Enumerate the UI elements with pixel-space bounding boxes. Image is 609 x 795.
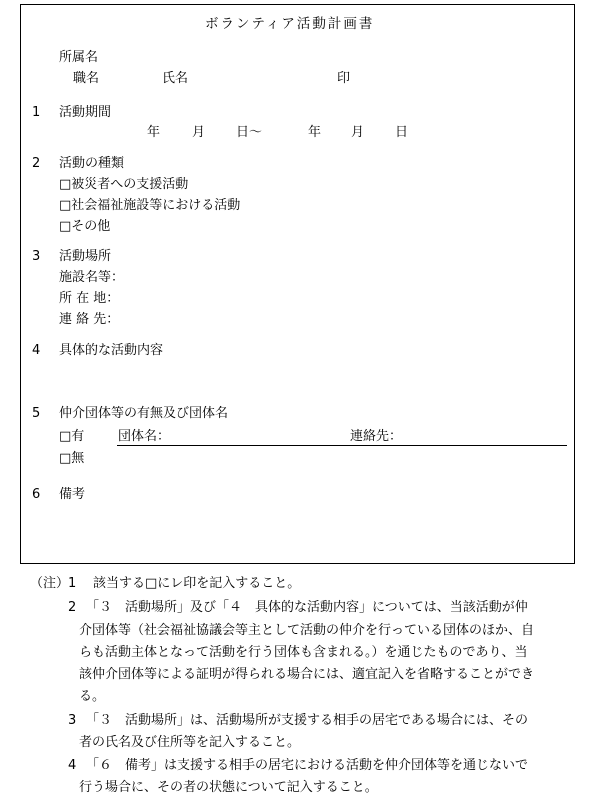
section-2-number: 2 bbox=[32, 156, 41, 171]
position-label: 職名 bbox=[73, 71, 100, 86]
org-name-label: 団体名： bbox=[118, 429, 171, 444]
address-label: 所 在 地： bbox=[59, 291, 120, 306]
section-5-number: 5 bbox=[32, 406, 41, 421]
note-2-line-1: 「３ 活動場所」及び「４ 具体的な活動内容」については、当該活動が仲 bbox=[86, 600, 528, 615]
intermediary-no-checkbox[interactable]: □無 bbox=[59, 451, 85, 466]
form-title: ボランティア活動計画書 bbox=[205, 16, 375, 32]
section-6-number: 6 bbox=[32, 487, 41, 502]
note-2-number: 2 bbox=[68, 600, 77, 615]
note-4-number: 4 bbox=[68, 758, 77, 773]
name-label: 氏名 bbox=[162, 71, 189, 86]
seal-label: 印 bbox=[337, 71, 351, 86]
activity-type-other-checkbox[interactable]: □その他 bbox=[59, 219, 111, 234]
start-day-label: 日～ bbox=[236, 125, 263, 140]
activity-type-welfare-checkbox[interactable]: □社会福祉施設等における活動 bbox=[59, 198, 241, 213]
note-4-line-1: 「６ 備考」は支援する相手の居宅における活動を仲介団体等を通じないで bbox=[86, 758, 529, 773]
section-2-heading: 活動の種類 bbox=[59, 156, 125, 171]
note-2-line-4: 該仲介団体等による証明が得られる場合には、適宜記入を省略することができ bbox=[79, 667, 535, 682]
start-month-label: 月 bbox=[192, 125, 206, 140]
end-year-label: 年 bbox=[308, 125, 322, 140]
notes-prefix: （注） bbox=[30, 576, 70, 591]
note-4-line-2: 行う場合に、その者の状態について記入すること。 bbox=[79, 780, 378, 795]
note-2-line-2: 介団体等（社会福祉協議会等主として活動の仲介を行っている団体のほか、自 bbox=[79, 623, 535, 638]
facility-label: 施設名等： bbox=[59, 270, 125, 285]
section-6-heading: 備考 bbox=[59, 487, 86, 502]
note-1-number: 1 bbox=[68, 576, 77, 591]
section-3-heading: 活動場所 bbox=[59, 249, 112, 264]
intermediary-yes-checkbox[interactable]: □有 bbox=[59, 429, 85, 444]
contact-label: 連 絡 先： bbox=[59, 312, 120, 327]
affiliation-label: 所属名 bbox=[59, 50, 99, 65]
note-3-number: 3 bbox=[68, 713, 77, 728]
note-2-line-5: る。 bbox=[79, 689, 106, 704]
start-year-label: 年 bbox=[147, 125, 161, 140]
section-1-number: 1 bbox=[32, 105, 41, 120]
org-underline bbox=[117, 445, 567, 446]
section-4-heading: 具体的な活動内容 bbox=[59, 343, 164, 358]
section-4-number: 4 bbox=[32, 343, 41, 358]
section-3-number: 3 bbox=[32, 249, 41, 264]
end-day-label: 日 bbox=[395, 125, 409, 140]
note-2-line-3: らも活動主体となって活動を行う団体も含まれる。）を通じたものであり、当 bbox=[79, 645, 528, 660]
org-contact-label: 連絡先： bbox=[350, 429, 403, 444]
section-5-heading: 仲介団体等の有無及び団体名 bbox=[59, 406, 229, 421]
activity-type-disaster-checkbox[interactable]: □被災者への支援活動 bbox=[59, 177, 189, 192]
note-1-line-1: 該当する□にレ印を記入すること。 bbox=[93, 576, 301, 591]
end-month-label: 月 bbox=[351, 125, 365, 140]
note-3-line-1: 「３ 活動場所」は、活動場所が支援する相手の居宅である場合には、その bbox=[86, 713, 529, 728]
note-3-line-2: 者の氏名及び住所等を記入すること。 bbox=[79, 735, 301, 750]
section-1-heading: 活動期間 bbox=[59, 105, 112, 120]
